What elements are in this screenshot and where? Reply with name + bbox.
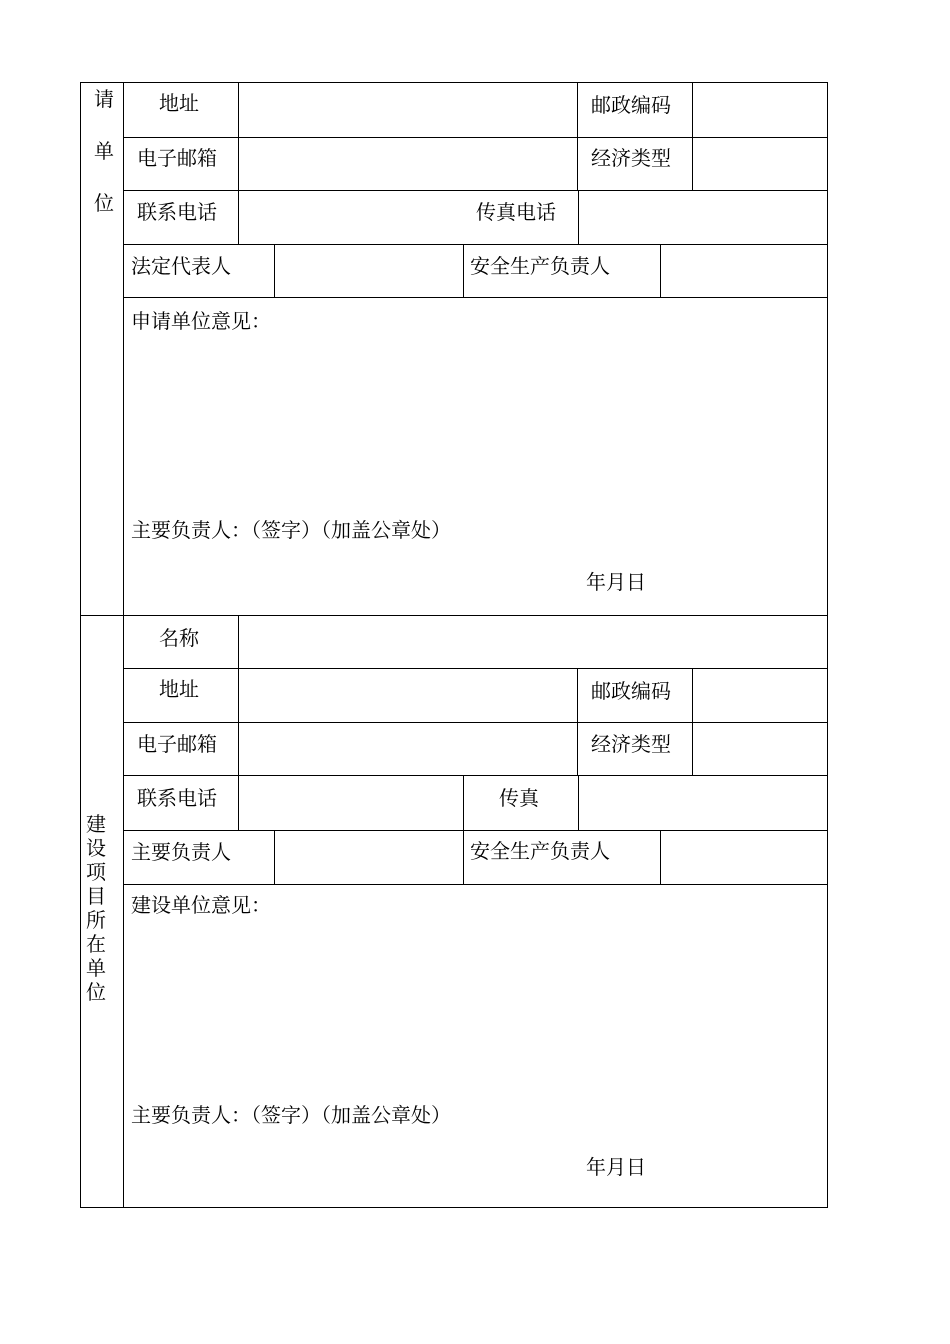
border-bottom bbox=[80, 1207, 828, 1208]
project-fax-label: 传真 bbox=[499, 786, 539, 810]
postcode-label: 邮政编码 bbox=[591, 93, 671, 117]
row-line bbox=[123, 884, 828, 885]
phone-field[interactable] bbox=[239, 191, 461, 244]
opinion-field[interactable] bbox=[124, 334, 827, 504]
project-side-char: 建 bbox=[86, 812, 106, 836]
project-side-char: 项 bbox=[86, 860, 106, 884]
project-signature-label: 主要负责人：（签字）（加盖公章处） bbox=[131, 1103, 451, 1127]
project-fax-field[interactable] bbox=[579, 776, 827, 830]
col-line bbox=[577, 668, 578, 775]
safety-manager-field[interactable] bbox=[661, 245, 827, 297]
row-line bbox=[123, 297, 828, 298]
applicant-side-label bbox=[92, 87, 116, 243]
project-name-label: 名称 bbox=[159, 626, 199, 650]
project-phone-label: 联系电话 bbox=[137, 786, 217, 810]
border-right bbox=[827, 82, 828, 1208]
project-principal-label: 主要负责人 bbox=[131, 840, 231, 864]
project-economy-type-label: 经济类型 bbox=[591, 732, 671, 756]
applicant-side-char: 位 bbox=[94, 191, 114, 215]
application-form bbox=[80, 82, 828, 1208]
project-name-field[interactable] bbox=[239, 616, 827, 668]
project-email-label: 电子邮箱 bbox=[137, 732, 217, 756]
project-economy-type-field[interactable] bbox=[693, 723, 827, 775]
phone-label: 联系电话 bbox=[137, 200, 217, 224]
email-label: 电子邮箱 bbox=[137, 146, 217, 170]
date-label: 年月日 bbox=[586, 570, 646, 594]
project-address-field[interactable] bbox=[239, 669, 577, 722]
fax-label: 传真电话 bbox=[476, 200, 556, 224]
col-line bbox=[463, 830, 464, 884]
project-side-char: 单 bbox=[86, 956, 106, 980]
col-line bbox=[463, 244, 464, 297]
project-side-char: 在 bbox=[86, 932, 106, 956]
project-postcode-field[interactable] bbox=[693, 669, 827, 722]
legal-rep-field[interactable] bbox=[275, 245, 463, 297]
economy-type-label: 经济类型 bbox=[591, 146, 671, 170]
signature-label: 主要负责人：（签字）（加盖公章处） bbox=[131, 518, 451, 542]
border-left bbox=[80, 82, 81, 1208]
project-unit-side-label bbox=[84, 812, 108, 1004]
project-opinion-label: 建设单位意见： bbox=[131, 893, 271, 917]
postcode-field[interactable] bbox=[693, 83, 827, 137]
project-side-char: 设 bbox=[86, 836, 106, 860]
project-opinion-field[interactable] bbox=[124, 920, 827, 1090]
opinion-label: 申请单位意见： bbox=[131, 309, 271, 333]
address-label: 地址 bbox=[159, 91, 199, 115]
project-side-char: 所 bbox=[86, 908, 106, 932]
legal-rep-label: 法定代表人 bbox=[131, 254, 231, 278]
email-field[interactable] bbox=[239, 138, 577, 190]
project-safety-manager-label: 安全生产负责人 bbox=[470, 839, 610, 863]
project-email-field[interactable] bbox=[239, 723, 577, 775]
safety-manager-label: 安全生产负责人 bbox=[470, 254, 610, 278]
project-postcode-label: 邮政编码 bbox=[591, 679, 671, 703]
project-side-char: 位 bbox=[86, 980, 106, 1004]
project-phone-field[interactable] bbox=[239, 776, 463, 830]
col-line bbox=[577, 82, 578, 190]
address-field[interactable] bbox=[239, 83, 577, 137]
project-address-label: 地址 bbox=[159, 677, 199, 701]
project-date-label: 年月日 bbox=[586, 1155, 646, 1179]
project-principal-field[interactable] bbox=[275, 831, 463, 884]
applicant-side-char: 单 bbox=[94, 139, 114, 163]
fax-field[interactable] bbox=[579, 191, 827, 244]
col-line bbox=[463, 775, 464, 830]
applicant-side-char: 请 bbox=[94, 87, 114, 111]
project-safety-manager-field[interactable] bbox=[661, 831, 827, 884]
economy-type-field[interactable] bbox=[693, 138, 827, 190]
project-side-char: 目 bbox=[86, 884, 106, 908]
